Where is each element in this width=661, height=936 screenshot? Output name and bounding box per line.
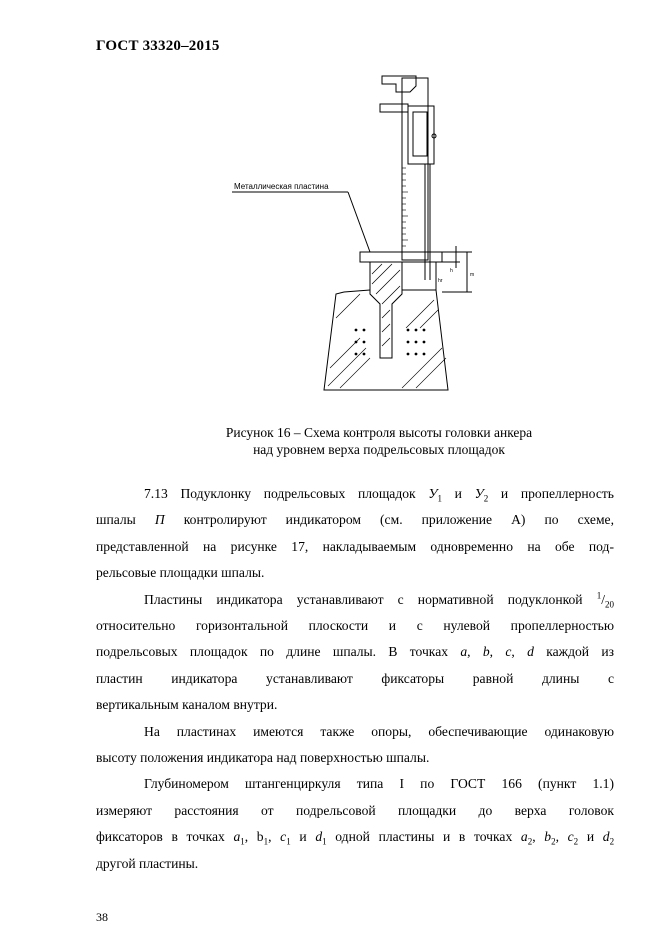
figure-caption-line-2: над уровнем верха подрельсовых площадок bbox=[253, 442, 505, 457]
caliper-beam bbox=[402, 78, 428, 260]
anchor-head bbox=[370, 262, 402, 358]
paragraph-4-line-1: Глубиномером штангенциркуля типа I по ГОСТ 166 (пункт 1.1) bbox=[144, 776, 614, 792]
caliper-scale-window bbox=[413, 112, 427, 156]
dim-label-h: h bbox=[450, 268, 453, 274]
paragraph-2-line-3: подрельсовых площадок по длине шпалы. В точках a, b, c, d каждой из bbox=[96, 644, 615, 660]
paragraph-4-line-3: фиксаторов в точках $a_1$, $b_1$, $c_1$ и $d_1$ одной пластины и в точках $a_2$, $b_2$, $c_2$ и $d_2$ bbox=[96, 829, 615, 847]
dim-label-hg: hг bbox=[438, 278, 443, 284]
caliper-lower-jaw bbox=[380, 104, 408, 112]
paragraph-4-line-4: другой пластины. bbox=[96, 855, 199, 871]
paragraph-7-13-line-2: шпалы П контролируют индикатором (см. приложение А) по схеме, bbox=[96, 512, 614, 528]
paragraph-2-line-1: Пластины индикатора устанавливают с нормативной подуклонкой $^1/_{20}$ bbox=[144, 590, 614, 610]
page-number: 38 bbox=[96, 910, 108, 924]
paragraph-2-line-4: пластин индикатора устанавливают фиксаторы равной длины с bbox=[96, 670, 614, 686]
paragraph-7-13-line-4: рельсовые площадки шпалы. bbox=[96, 565, 265, 581]
paragraph-7-13-line-3: представленной на рисунке 17, накладываемым одновременно на обе под- bbox=[96, 538, 614, 554]
paragraph-2-line-5: вертикальным каналом внутри. bbox=[96, 697, 278, 713]
dim-label-m: m bbox=[470, 272, 475, 278]
caliper-slider bbox=[408, 106, 434, 164]
figure-caliper-diagram bbox=[220, 68, 490, 408]
body-text bbox=[96, 481, 614, 877]
paragraph-2-line-2: относительно горизонтальной плоскости и с нулевой пропеллерностью bbox=[96, 618, 614, 634]
paragraph-7-13-line-1: 7.13 Подуклонку подрельсовых площадок $У_1$ и $У_2$ и пропеллерность bbox=[144, 486, 614, 504]
paragraph-4-line-2: измеряют расстояния от подрельсовой площадки до верха головок bbox=[96, 802, 614, 818]
paragraph-3-line-1: На пластинах имеются также опоры, обеспечивающие одинаковую bbox=[144, 723, 614, 739]
callout-label: Металлическая пластина bbox=[234, 182, 329, 191]
document-header: ГОСТ 33320–2015 bbox=[96, 38, 220, 54]
figure-caption-line-1: Рисунок 16 – Схема контроля высоты головки анкера bbox=[225, 425, 533, 440]
paragraph-3-line-2: высоту положения индикатора над поверхностью шпалы. bbox=[96, 750, 430, 766]
